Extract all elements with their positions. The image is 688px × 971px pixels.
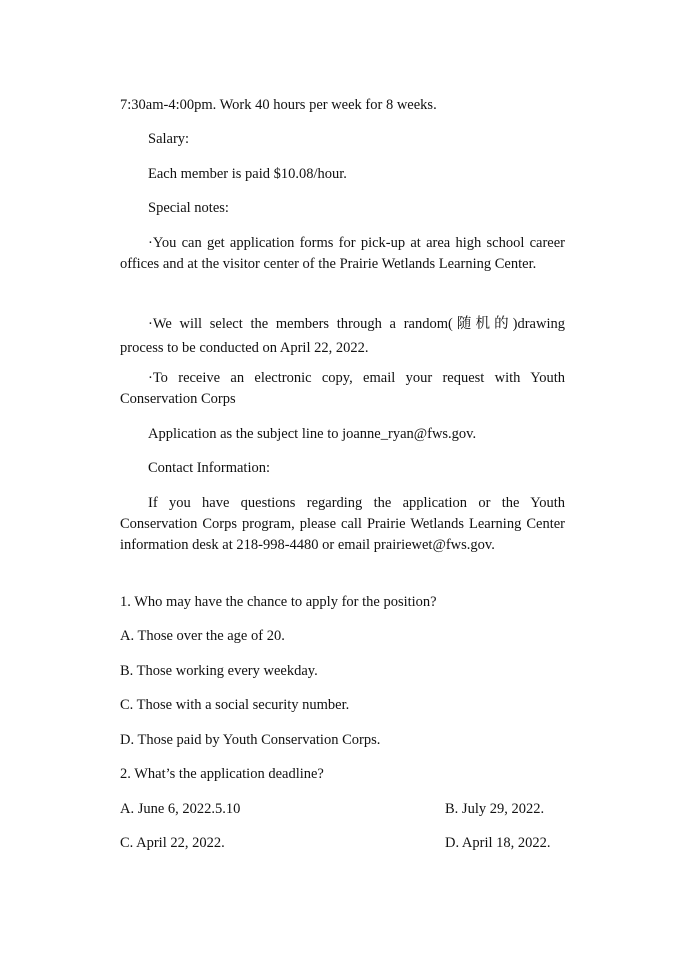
- question-2-option-c: C. April 22, 2022.: [120, 835, 225, 851]
- note-random-drawing: ·We will select the members through a random(随机的)drawing process to be conducted on April 22, 2022.: [120, 316, 565, 356]
- note-electronic-copy: ·To receive an electronic copy, email your request with Youth Conservation Corps: [120, 370, 565, 407]
- question-1-option-d: D. Those paid by Youth Conservation Corps.: [120, 732, 381, 748]
- contact-text: If you have questions regarding the application or the Youth Conservation Corps program, please call Prairie Wetlands Learning Center information desk at 218-998-4480 or email prairiewet@fws.gov.: [120, 495, 565, 553]
- note-electronic-copy-continued: Application as the subject line to joanne_ryan@fws.gov.: [148, 426, 477, 442]
- special-notes-heading: Special notes:: [148, 200, 229, 216]
- contact-heading: Contact Information:: [148, 460, 271, 476]
- question-2-option-d: D. April 18, 2022.: [445, 835, 551, 851]
- question-1-option-c: C. Those with a social security number.: [120, 697, 350, 713]
- note-application-forms: ·You can get application forms for pick-up at area high school career offices and at the visitor center of the Prairie Wetlands Learning Center.: [120, 235, 565, 272]
- question-2-option-b: B. July 29, 2022.: [445, 801, 545, 817]
- question-2-stem: 2. What’s the application deadline?: [120, 766, 324, 782]
- work-hours-line: 7:30am-4:00pm. Work 40 hours per week for 8 weeks.: [120, 97, 437, 113]
- question-1-option-a: A. Those over the age of 20.: [120, 628, 285, 644]
- question-2-option-a: A. June 6, 2022.5.10: [120, 801, 241, 817]
- question-1-option-b: B. Those working every weekday.: [120, 663, 318, 679]
- salary-heading: Salary:: [148, 131, 190, 147]
- question-1-stem: 1. Who may have the chance to apply for the position?: [120, 594, 437, 610]
- salary-text: Each member is paid $10.08/hour.: [148, 166, 347, 182]
